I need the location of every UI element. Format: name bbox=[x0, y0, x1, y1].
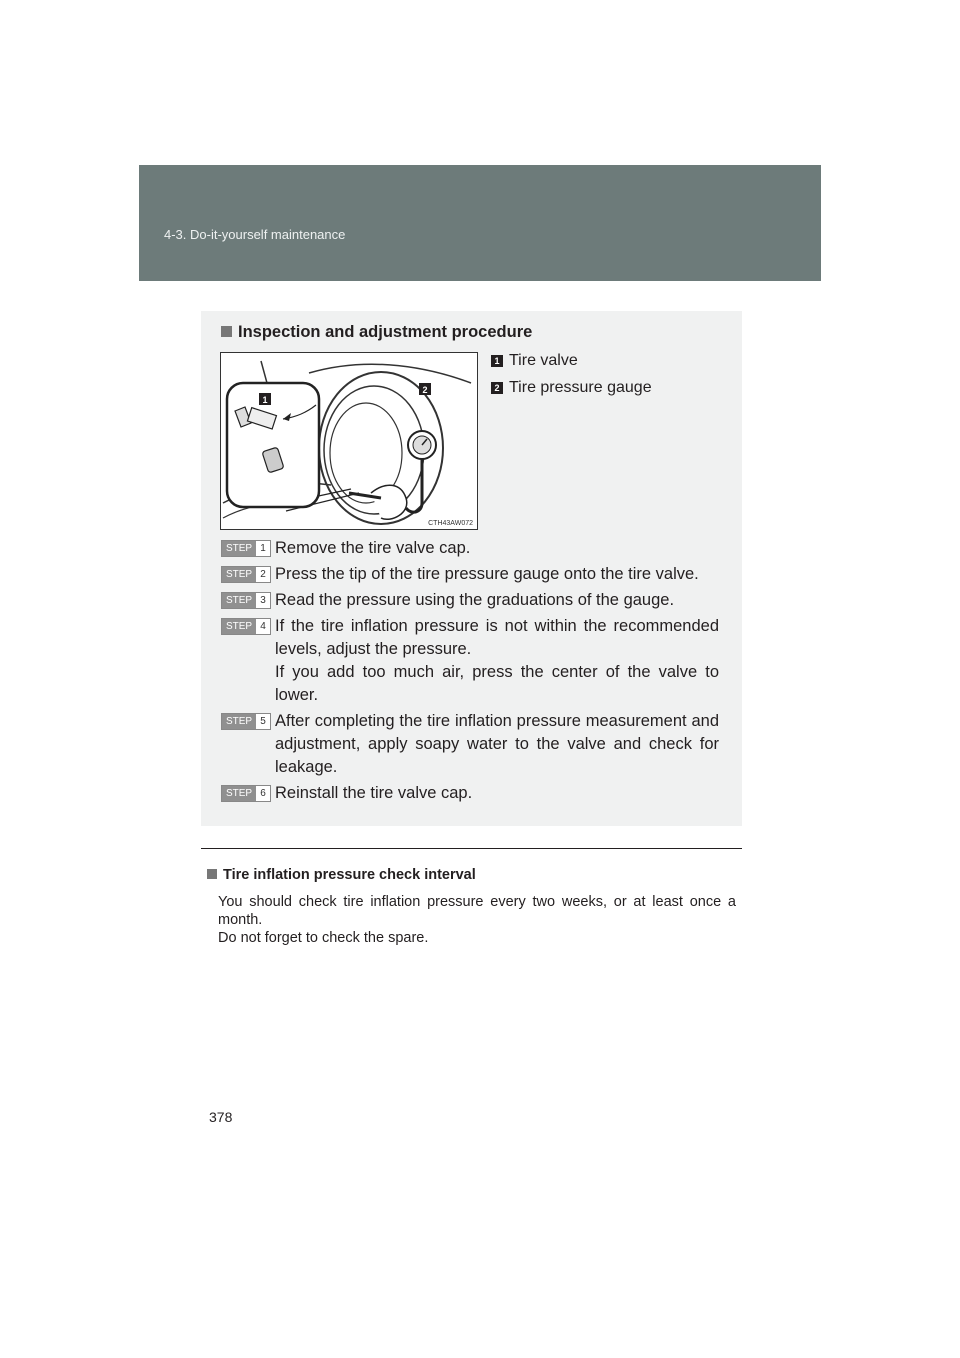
legend-label: Tire valve bbox=[509, 351, 578, 369]
figure-code: CTH43AW072 bbox=[428, 520, 473, 527]
note-body bbox=[218, 893, 736, 947]
step-badge-label: STEP bbox=[222, 714, 256, 729]
procedure-title bbox=[221, 323, 532, 342]
legend-item bbox=[491, 378, 652, 397]
step-text: Remove the tire valve cap. bbox=[275, 539, 471, 557]
step-item bbox=[221, 782, 719, 805]
step-badge-label: STEP bbox=[222, 619, 256, 634]
step-number: 4 bbox=[256, 619, 270, 634]
step-list bbox=[221, 537, 719, 808]
figure-legend bbox=[491, 351, 652, 405]
section-title: 4-3. Do-it-yourself maintenance bbox=[164, 227, 346, 242]
square-bullet-icon bbox=[207, 869, 217, 879]
step-badge-label: STEP bbox=[222, 593, 256, 608]
note-title bbox=[207, 867, 476, 883]
step-item bbox=[221, 615, 719, 707]
step-item bbox=[221, 563, 719, 586]
section-divider bbox=[201, 848, 742, 849]
tire-valve-illustration bbox=[220, 352, 478, 530]
step-text: Read the pressure using the graduations of the gauge. bbox=[275, 591, 675, 609]
step-number: 3 bbox=[256, 593, 270, 608]
step-badge bbox=[221, 592, 271, 609]
procedure-title-text: Inspection and adjustment procedure bbox=[238, 323, 533, 341]
step-text: After completing the tire inflation pressure measurement and adjustment, apply soapy water to the valve and check for leakage. bbox=[275, 712, 719, 776]
step-badge-label: STEP bbox=[222, 541, 256, 556]
note-title-text: Tire inflation pressure check interval bbox=[223, 867, 476, 883]
figure-badge-1: 1 bbox=[262, 395, 268, 405]
step-number: 2 bbox=[256, 567, 270, 582]
procedure-panel bbox=[201, 311, 742, 826]
legend-label: Tire pressure gauge bbox=[509, 378, 652, 396]
step-number: 5 bbox=[256, 714, 270, 729]
step-text: Press the tip of the tire pressure gauge onto the tire valve. bbox=[275, 565, 699, 583]
step-badge bbox=[221, 566, 271, 583]
step-text: If the tire inflation pressure is not within the recommended levels, adjust the pressure. bbox=[275, 617, 719, 658]
tire-gauge-drawing bbox=[221, 353, 477, 529]
step-badge bbox=[221, 618, 271, 635]
legend-item bbox=[491, 351, 652, 370]
square-bullet-icon bbox=[221, 326, 232, 337]
step-item bbox=[221, 710, 719, 779]
note-paragraph: You should check tire inflation pressure every two weeks, or at least once a month. bbox=[218, 894, 736, 928]
step-badge bbox=[221, 713, 271, 730]
legend-number: 2 bbox=[491, 382, 503, 394]
step-item bbox=[221, 589, 719, 612]
figure-badge-2: 2 bbox=[422, 385, 428, 395]
page-number: 378 bbox=[209, 1109, 233, 1125]
note-paragraph: Do not forget to check the spare. bbox=[218, 930, 429, 946]
section-header bbox=[139, 165, 821, 281]
step-badge-label: STEP bbox=[222, 786, 256, 801]
step-badge-label: STEP bbox=[222, 567, 256, 582]
step-number: 1 bbox=[256, 541, 270, 556]
step-text: If you add too much air, press the center of the valve to lower. bbox=[275, 663, 719, 704]
step-number: 6 bbox=[256, 786, 270, 801]
step-badge bbox=[221, 540, 271, 557]
step-item bbox=[221, 537, 719, 560]
step-badge bbox=[221, 785, 271, 802]
legend-number: 1 bbox=[491, 355, 503, 367]
step-text: Reinstall the tire valve cap. bbox=[275, 784, 473, 802]
